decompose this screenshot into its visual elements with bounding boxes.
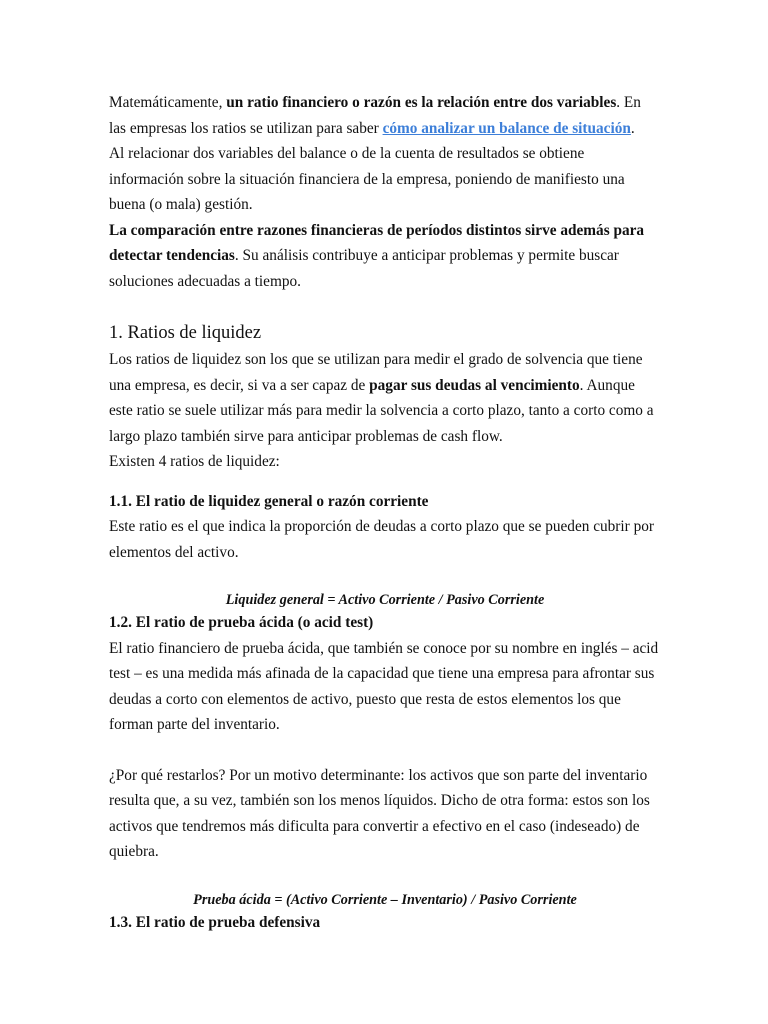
text-run: Matemáticamente, (109, 94, 227, 111)
formula-prueba-acida: Prueba ácida = (Activo Corriente – Inventario) / Pasivo Corriente (193, 891, 577, 908)
text-run: Los ratios de liquidez son los que se utilizan para medir el grado de solvencia que tiene una empresa, es decir, si va a ser capaz de (109, 351, 643, 394)
text-run: . Su análisis contribuye a anticipar problemas y permite buscar soluciones adecuadas a tiempo. (109, 247, 619, 290)
section-1-paragraph-1 (109, 347, 661, 449)
intro-paragraph-2: Al relacionar dos variables del balance o de la cuenta de resultados se obtiene información sobre la situación financiera de la empresa, poniendo de manifiesto una buena (o mala) gestión. (109, 145, 625, 213)
balance-situacion-link[interactable]: cómo analizar un balance de situación (382, 119, 631, 137)
intro-paragraph-1 (109, 90, 661, 141)
text-run: . Aunque este ratio se suele utilizar más para medir la solvencia a corto plazo, tanto a corto como a largo plazo también sirve para anticipar problemas de cash flow. (109, 376, 654, 445)
section-1-2-paragraph-1: El ratio financiero de prueba ácida, que también se conoce por su nombre en inglés – acid test – es una medida más afinada de la capacidad que tiene una empresa para afrontar sus deudas a corto con elementos de activo, puesto que resta de estos elementos los que forman parte del inventario. (109, 639, 659, 733)
intro-paragraph-3 (109, 218, 661, 295)
bold-text-run: La comparación entre razones financieras de períodos distintos sirve además para detectar tendencias (109, 221, 645, 264)
section-1-1-heading: 1.1. El ratio de liquidez general o razón corriente (109, 492, 429, 510)
bold-text-run: un ratio financiero o razón es la relación entre dos variables (226, 94, 617, 111)
text-run: . (630, 119, 635, 137)
section-1-heading: 1. Ratios de liquidez (109, 323, 262, 343)
text-run: . En las empresas los ratios se utilizan para saber (109, 94, 641, 137)
section-1-2-paragraph-2: ¿Por qué restarlos? Por un motivo determinante: los activos que son parte del inventario resulta que, a su vez, también son los menos líquidos. Dicho de otra forma: estos son los activos que tendremos más dificulta para convertir a efectivo en el caso (indeseado) de quiebra. (109, 766, 650, 860)
section-1-paragraph-2: Existen 4 ratios de liquidez: (109, 453, 280, 470)
formula-liquidez-general: Liquidez general = Activo Corriente / Pasivo Corriente (225, 592, 545, 608)
bold-text-run: pagar sus deudas al vencimiento (369, 376, 580, 394)
section-1-2-heading: 1.2. El ratio de prueba ácida (o acid test) (109, 614, 374, 631)
section-1-1-paragraph: Este ratio es el que indica la proporción de deudas a corto plazo que se pueden cubrir por elementos del activo. (109, 518, 654, 561)
document-page (109, 90, 661, 935)
section-1-3-heading: 1.3. El ratio de prueba defensiva (109, 913, 321, 931)
